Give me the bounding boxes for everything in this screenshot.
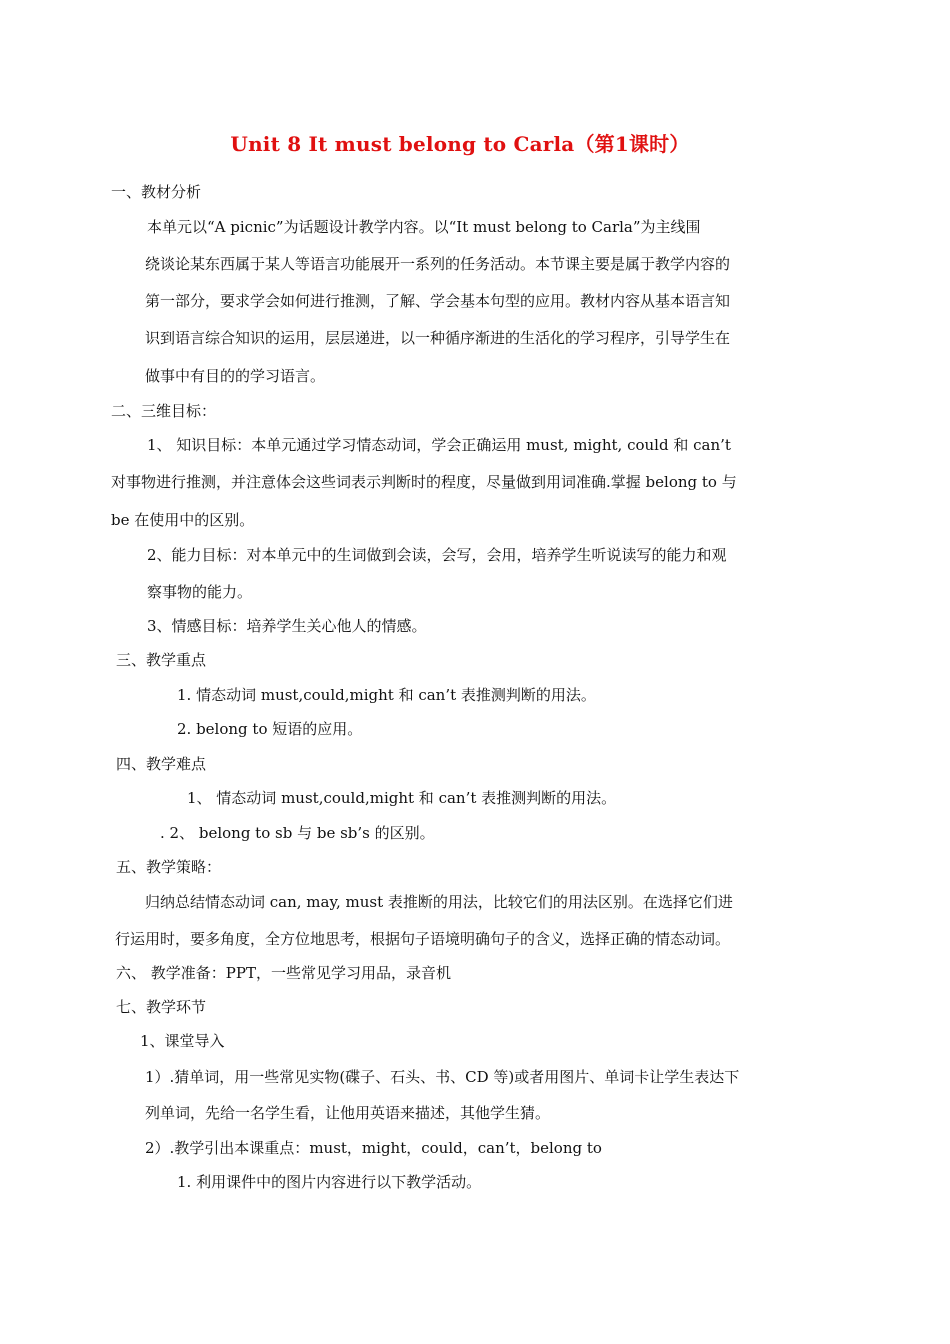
paragraph-line: 对事物进行推测，并注意体会这些词表示判断时的程度，尽量做到用词准确.掌握 belong to 与 [111, 473, 737, 491]
paragraph-line: 识到语言综合知识的运用，层层递进，以一种循序渐进的生活化的学习程序，引导学生在 [145, 329, 731, 347]
list-item: 3、情感目标：培养学生关心他人的情感。 [147, 617, 427, 635]
list-item: 1. 利用课件中的图片内容进行以下教学活动。 [177, 1173, 482, 1191]
paragraph-line: 1）.猜单词，用一些常见实物(碟子、石头、书、CD 等)或者用图片、单词卡让学生表达下 [145, 1068, 740, 1086]
paragraph-line: be 在使用中的区别。 [111, 511, 255, 529]
section-heading-strategy: 五、教学策略： [116, 858, 222, 876]
section-heading-procedure: 七、教学环节 [116, 998, 207, 1016]
section-heading-analysis: 一、教材分析 [111, 183, 202, 201]
list-item: 2. belong to 短语的应用。 [177, 720, 363, 738]
list-item: 1、 知识目标：本单元通过学习情态动词，学会正确运用 must, might, could 和 can’t [147, 436, 731, 454]
list-item: 1、 情态动词 must,could,might 和 can’t 表推测判断的用法。 [187, 789, 617, 807]
paragraph-line: 做事中有目的的学习语言。 [145, 367, 326, 385]
paragraph-line: 察事物的能力。 [147, 583, 253, 601]
section-heading-preparation: 六、 教学准备：PPT，一些常见学习用品，录音机 [116, 964, 451, 982]
paragraph-line: 本单元以“A picnic”为话题设计教学内容。以“It must belong to Carla”为主线围 [147, 218, 701, 236]
paragraph-line: 绕谈论某东西属于某人等语言功能展开一系列的任务活动。本节课主要是属于教学内容的 [145, 255, 731, 273]
list-item: 1. 情态动词 must,could,might 和 can’t 表推测判断的用法。 [177, 686, 596, 704]
paragraph-line: 归纳总结情态动词 can, may, must 表推断的用法，比较它们的用法区别。在选择它们进 [145, 893, 733, 911]
paragraph-line: 行运用时，要多角度，全方位地思考，根据句子语境明确句子的含义，选择正确的情态动词。 [115, 930, 731, 948]
section-heading-key-points: 三、教学重点 [116, 651, 207, 669]
section-heading-goals: 二、三维目标： [111, 402, 217, 420]
paragraph-line: 列单词，先给一名学生看，让他用英语来描述，其他学生猜。 [145, 1104, 551, 1122]
document-title: Unit 8 It must belong to Carla（第1课时） [230, 132, 690, 156]
section-heading-difficulties: 四、教学难点 [116, 755, 207, 773]
paragraph-line: 2）.教学引出本课重点：must，might，could，can’t，belong to [145, 1139, 602, 1157]
paragraph-line: 第一部分，要求学会如何进行推测，了解、学会基本句型的应用。教材内容从基本语言知 [145, 292, 731, 310]
subsection-heading: 1、课堂导入 [140, 1032, 225, 1050]
list-item: . 2、 belong to sb 与 be sb’s 的区别。 [160, 824, 435, 842]
list-item: 2、能力目标：对本单元中的生词做到会读，会写，会用，培养学生听说读写的能力和观 [147, 546, 727, 564]
